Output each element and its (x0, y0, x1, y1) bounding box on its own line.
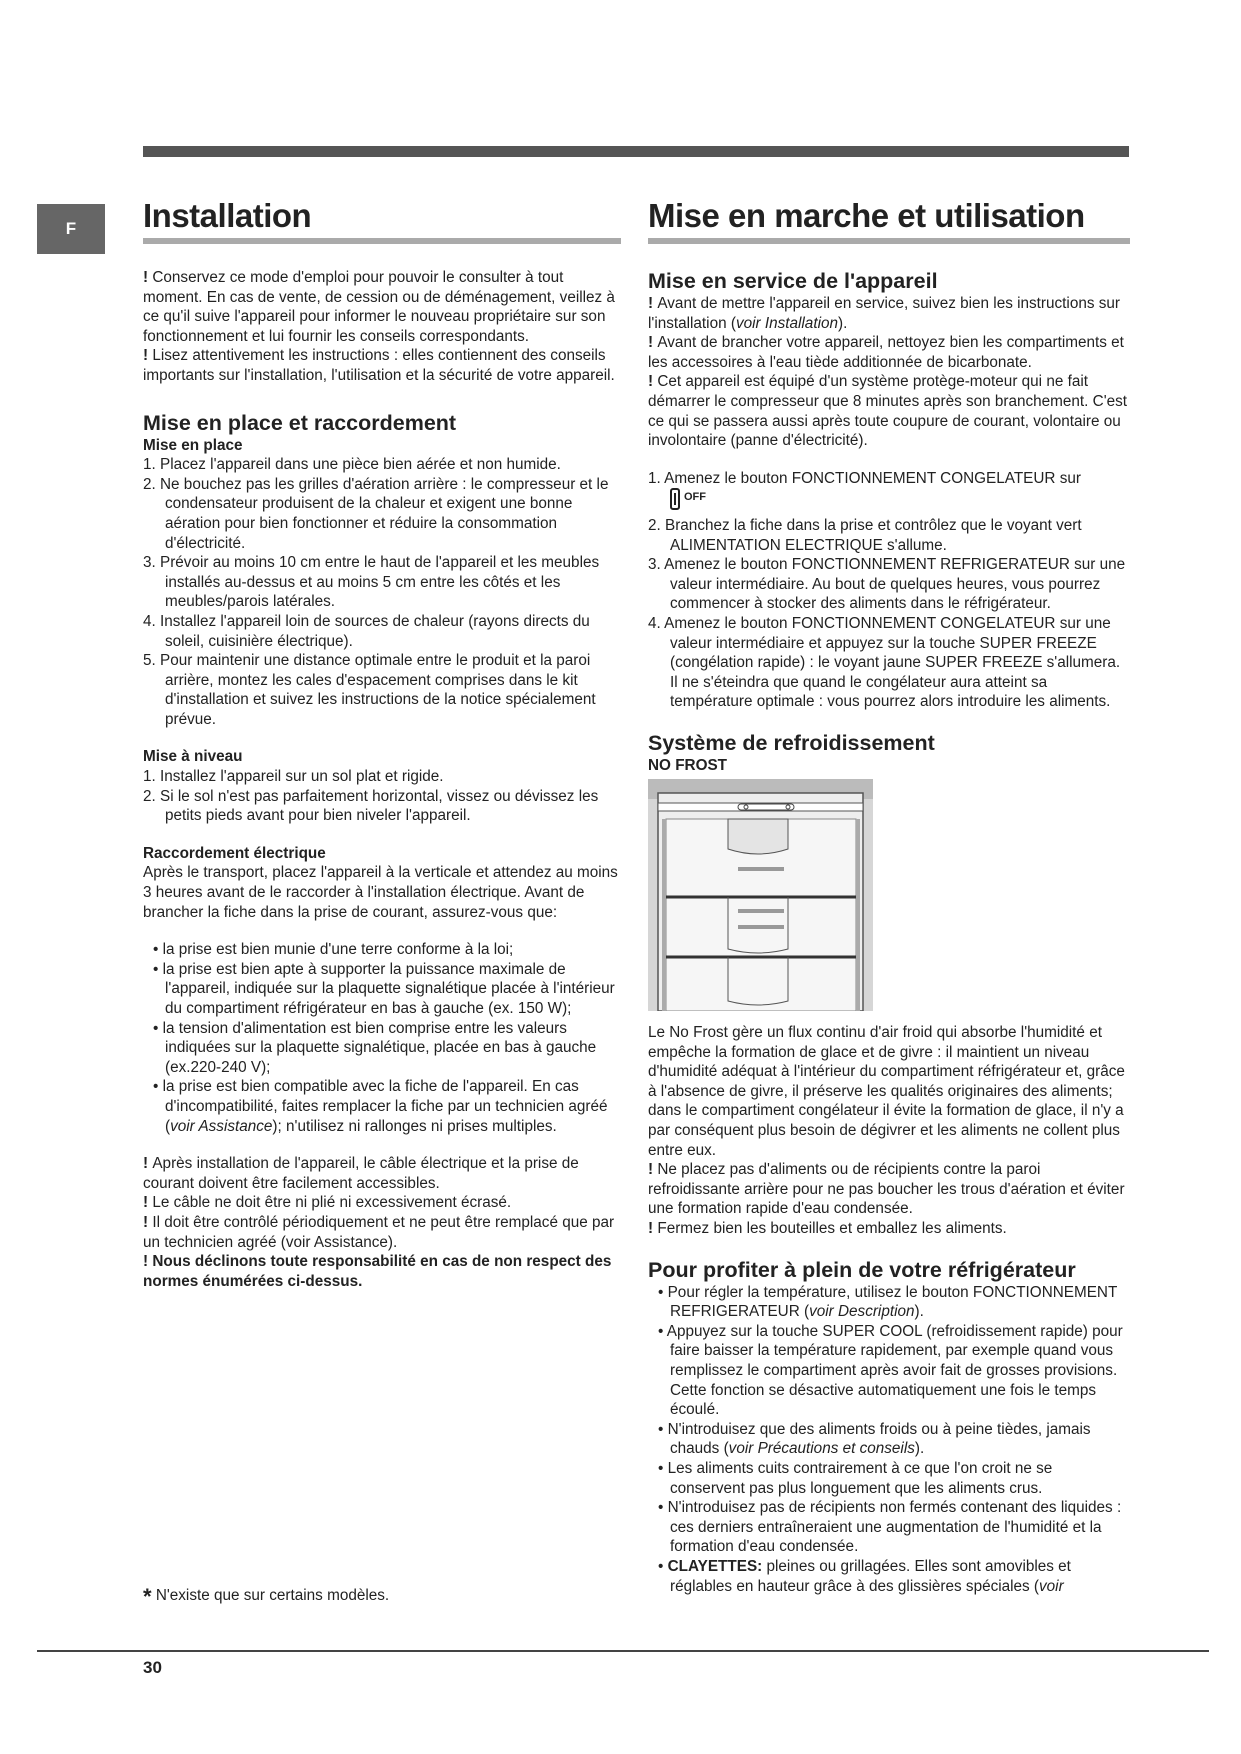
list-item: 2. Ne bouchez pas les grilles d'aération arrière : le compresseur et le condensateur produisent de la chaleur et exigent une bonne aération pour bien fonctionner et réduire la consommation d'électricité. (143, 475, 609, 552)
top-bar (143, 146, 1129, 157)
fridge-illustration (648, 779, 873, 1011)
no-frost-label: NO FROST (648, 756, 728, 774)
warning-2: ! Le câble ne doit être ni plié ni excessivement écrasé. (143, 1194, 512, 1212)
switch-icon (670, 488, 680, 510)
subsection-mise-a-niveau: Mise à niveau (143, 748, 243, 766)
list-item: 2. Si le sol n'est pas parfaitement horizontal, vissez ou dévissez les petits pieds avant pour bien niveler l'appareil. (143, 787, 599, 825)
no-frost-warning-1: ! Ne placez pas d'aliments ou de récipients contre la paroi refroidissante arrière pour ne pas boucher les trous d'aération et éviter une formation rapide d'eau condensée. (648, 1161, 1125, 1218)
section-title-profiter: Pour profiter à plein de votre réfrigérateur (648, 1257, 1076, 1282)
footer-rule (37, 1650, 1209, 1652)
no-frost-text: Le No Frost gère un flux continu d'air froid qui absorbe l'humidité et empêche la formation de glace et de givre : il maintient un niveau d'humidité adéquat à l'intérieur du compartiment réfrigérateur et, grâce à l'absence de givre, il préserve les qualités originaires des aliments; dans le compartiment congélateur il évite la formation de glace, il n'y a par conséquent plus besoin de dégivrer et les aliments ne collent plus entre eux. (648, 1024, 1125, 1159)
list-item: • Appuyez sur la touche SUPER COOL (refroidissement rapide) pour faire baisser la température rapidement, par exemple quand vous remplissez le compartiment après avoir fait de grosses provisions. Cette fonction se désactive automatiquement une fois le temps écoulé. (658, 1322, 1123, 1419)
intro-paragraph-1: ! Conservez ce mode d'emploi pour pouvoir le consulter à tout moment. En cas de vente, de cession ou de déménagement, veillez à ce qu'il suive l'appareil pour informer le nouveau propriétaire sur son fonctionnement et lui fournir les conseils correspondants. (143, 269, 615, 345)
warning-1: ! Après installation de l'appareil, le câble électrique et la prise de courant doivent être facilement accessibles. (143, 1155, 579, 1192)
subsection-mise-en-place: Mise en place (143, 436, 243, 454)
list-item: • la prise est bien apte à supporter la puissance maximale de l'appareil, indiquée sur la plaquette signalétique placée à l'intérieur du compartiment réfrigérateur en bas à gauche (ex. 150 W); (153, 960, 615, 1017)
list-item: 4. Installez l'appareil loin de sources de chaleur (rayons directs du soleil, cuisinière électrique). (143, 612, 590, 650)
list-item: 5. Pour maintenir une distance optimale entre le produit et la paroi arrière, montez les cales d'espacement comprises dans le kit d'installation et suivez les instructions de la notice spécialement prévue. (143, 652, 596, 728)
step-3: 3. Amenez le bouton FONCTIONNEMENT REFRIGERATEUR sur une valeur intermédiaire. Au bout de quelques heures, vous pourrez commencer à stocker des aliments dans le réfrigérateur. (648, 556, 1126, 613)
section-title-refroidissement: Système de refroidissement (648, 730, 935, 755)
list-item: 3. Prévoir au moins 10 cm entre le haut de l'appareil et les meubles installés au-dessus et au moins 5 cm entre les côtés et les meubles/parois latérales. (143, 554, 600, 611)
no-frost-warning-2: ! Fermez bien les bouteilles et emballez les aliments. (648, 1220, 1007, 1237)
list-item: • la prise est bien compatible avec la fiche de l'appareil. En cas d'incompatibilité, faites remplacer la fiche par un technicien agréé (voir Assistance); n'utilisez ni rallonges ni prises multiples. (153, 1078, 608, 1135)
right-column (648, 196, 1130, 1596)
mise-en-service-p2: ! Avant de brancher votre appareil, nettoyez bien les compartiments et les accessoires à l'eau tiède additionnée de bicarbonate. (648, 334, 1124, 371)
list-item: • Les aliments cuits contrairement à ce que l'on croit ne se conservent pas plus longuement que les aliments crus. (658, 1459, 1053, 1497)
page-number: 30 (143, 1658, 162, 1677)
raccordement-bullets (143, 940, 621, 1136)
subsection-raccordement: Raccordement électrique (143, 844, 326, 862)
mise-en-service-p1: ! Avant de mettre l'appareil en service, suivez bien les instructions sur l'installation (voir Installation). (648, 295, 1120, 332)
intro-paragraph-2: ! Lisez attentivement les instructions : elles contiennent des conseils importants sur l'installation, l'utilisation et la sécurité de votre appareil. (143, 347, 615, 384)
raccordement-text: Après le transport, placez l'appareil à la verticale et attendez au moins 3 heures avant de le raccorder à l'installation électrique. Avant de brancher la fiche dans la prise de courant, assurez-vous que: (143, 864, 618, 921)
installation-title: Installation (143, 196, 621, 244)
step-2: 2. Branchez la fiche dans la prise et contrôlez que le voyant vert ALIMENTATION ELECTRIQUE s'allume. (648, 516, 1082, 554)
mise-en-place-list (143, 455, 621, 729)
footnote-star: * (143, 1584, 152, 1609)
language-tab-label: F (65, 219, 77, 238)
left-column (143, 196, 621, 1291)
list-item: • N'introduisez pas de récipients non fermés contenant des liquides : ces derniers entraîneraient une augmentation de l'humidité et la formation d'eau condensée. (658, 1499, 1122, 1556)
warning-4: ! Nous déclinons toute responsabilité en cas de non respect des normes énumérées ci-dessus. (143, 1253, 612, 1290)
footnote-text: N'existe que sur certains modèles. (155, 1587, 390, 1604)
off-switch-icon (670, 488, 706, 510)
footnote (143, 1584, 389, 1610)
mise-en-service-p3: ! Cet appareil est équipé d'un système protège-moteur qui ne fait démarrer le compresseur que 8 minutes après son branchement. C'est ce qui se passera aussi après toute coupure de courant, volontaire ou involontaire (panne d'électricité). (648, 373, 1128, 450)
mise-en-marche-title: Mise en marche et utilisation (648, 196, 1130, 244)
mise-a-niveau-list (143, 767, 621, 826)
list-item: • la tension d'alimentation est bien comprise entre les valeurs indiquées sur la plaquette signalétique, placée en bas à gauche (ex.220-240 V); (153, 1019, 597, 1076)
off-label: OFF (684, 491, 706, 504)
list-item: 1. Placez l'appareil dans une pièce bien aérée et non humide. (143, 456, 561, 474)
section-title-mise-en-place: Mise en place et raccordement (143, 410, 457, 435)
step-4: 4. Amenez le bouton FONCTIONNEMENT CONGELATEUR sur une valeur intermédiaire et appuyez sur la touche SUPER FREEZE (congélation rapide) : le voyant jaune SUPER FREEZE s'allumera. Il ne s'éteindra que quand le congélateur aura atteint sa température optimale : vous pourrez alors introduire les aliments. (648, 614, 1121, 711)
list-item: • CLAYETTES: pleines ou grillagées. Elles sont amovibles et réglables en hauteur grâce à des glissières spéciales (voir (658, 1557, 1071, 1595)
list-item: • la prise est bien munie d'une terre conforme à la loi; (153, 941, 514, 959)
list-item: • N'introduisez que des aliments froids ou à peine tièdes, jamais chauds (voir Précautions et conseils). (658, 1420, 1091, 1458)
list-item: 1. Installez l'appareil sur un sol plat et rigide. (143, 768, 444, 786)
language-tab (37, 204, 105, 254)
section-title-mise-en-service: Mise en service de l'appareil (648, 269, 938, 293)
warning-3: ! Il doit être contrôlé périodiquement et ne peut être remplacé que par un technicien agréé (voir Assistance). (143, 1213, 615, 1251)
list-item: • Pour régler la température, utilisez le bouton FONCTIONNEMENT REFRIGERATEUR (voir Description). (658, 1283, 1118, 1321)
profiter-bullets (648, 1283, 1130, 1597)
step-1: 1. Amenez le bouton FONCTIONNEMENT CONGELATEUR sur (648, 469, 1081, 487)
